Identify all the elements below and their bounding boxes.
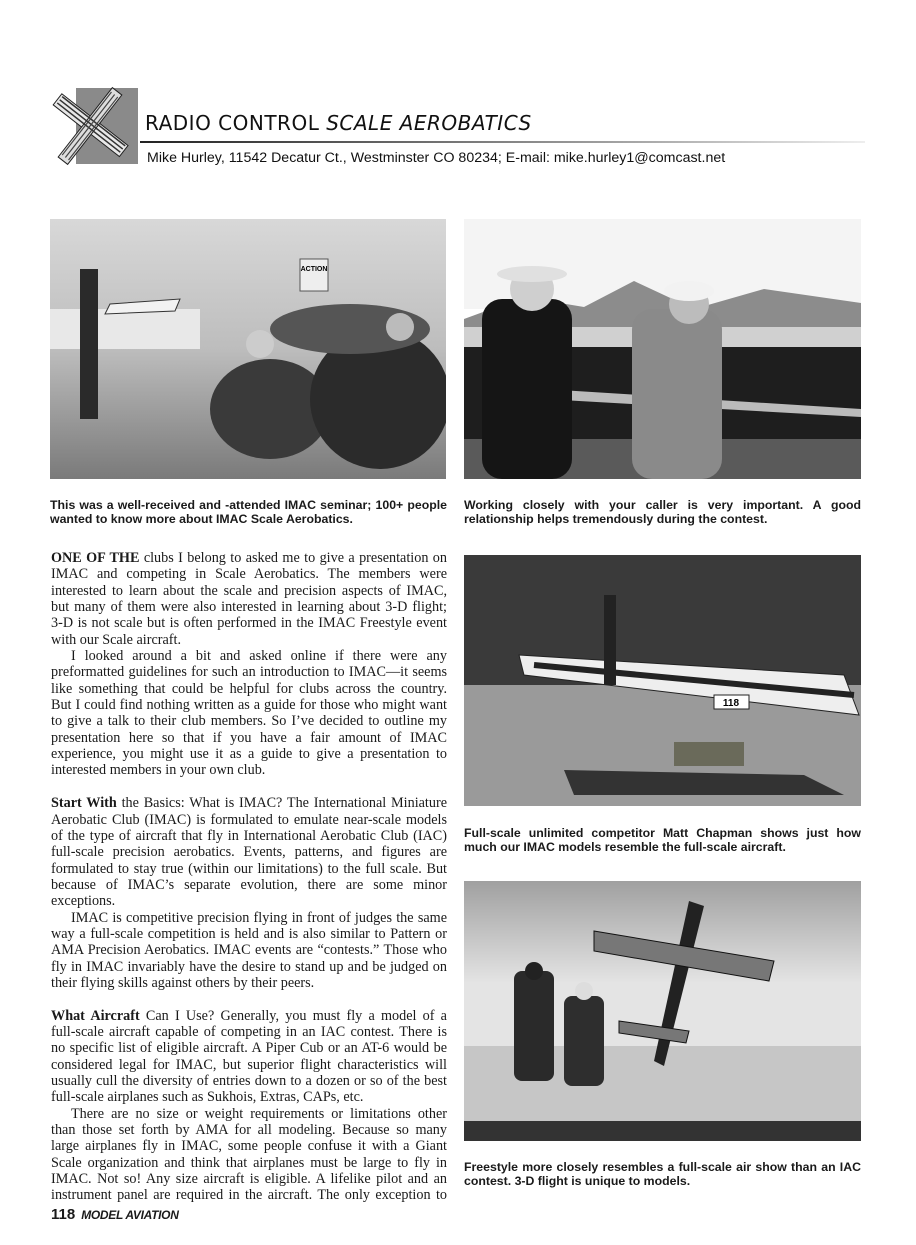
text-line: preformatted guidelines for such an introduction to IMAC—it seems (51, 664, 447, 681)
magazine-name: MODEL AVIATION (81, 1208, 179, 1222)
photo-caption: This was a well-received and -attended IMAC seminar; 100+ people wanted to know more about IMAC Scale Aerobatics. (50, 498, 447, 526)
text-line: IMAC and competing in Scale Aerobatics. The members were (51, 566, 447, 583)
text-line: interested members in your own club. (51, 762, 266, 779)
paragraph (51, 1008, 447, 1106)
text-line: But I could find nothing written as a guide for those who might want (51, 697, 447, 714)
paragraph (51, 910, 447, 992)
text-line: Aerobatic Club (IMAC) is formulated to emulate near-scale models (51, 811, 447, 828)
text-line: considered legal for IMAC, but superior flight characteristics will (51, 1056, 447, 1073)
text-line: exceptions. (51, 893, 116, 910)
text-line: full-scale precision aerobatics. Events, patterns, and figures are (51, 844, 447, 861)
text-line: way a full-scale competition is held and is also similar to Pattern or (51, 925, 447, 942)
paragraph-lead-in: ONE OF THE (51, 550, 140, 566)
text-line: no specific list of eligible aircraft. A Piper Cub or an AT-6 would be (51, 1040, 447, 1057)
text-line: interested to learn about the scale and precision aspects of IMAC, (51, 582, 447, 599)
photo-caption: Full-scale unlimited competitor Matt Chapman shows just how much our IMAC models resemble the full-scale aircraft. (464, 826, 861, 854)
author-byline: Mike Hurley, 11542 Decatur Ct., Westminster CO 80234; E-mail: mike.hurley1@comcast.net (147, 150, 726, 166)
text-line: full-scale aircraft capable of competing in an IAC contest. There is (51, 1023, 447, 1040)
plane-number: 118 (722, 698, 740, 709)
text-line: fly in IMAC invariably have the desire to stand up and be judged on (51, 958, 447, 975)
page-number: 118 (51, 1206, 76, 1223)
photo-seminar (50, 219, 446, 479)
text-line: full-scale airplanes such as Sukhois, Extras, CAPs, etc. (51, 1089, 364, 1106)
title-plain: RADIO CONTROL (145, 111, 320, 135)
aerobatic-plane-logo (38, 80, 142, 172)
photo-full-scale-aircraft (464, 555, 861, 806)
paragraph-lead-in: Start With (51, 795, 117, 812)
text-line: What Aircraft Can I Use? Generally, you must fly a model of a (51, 1007, 447, 1024)
text-line: presentation here so that if you have a fair amount of IMAC (51, 729, 447, 746)
text-line: IMAC. Not so! Any size aircraft is eligible. A lifelike pilot and an (51, 1171, 447, 1188)
article-body (51, 550, 447, 1204)
photo-freestyle-flight (464, 881, 861, 1141)
text-line: large airplanes fly in IMAC, some people confuse it with a Giant (51, 1138, 447, 1155)
text-line: There are no size or weight requirements or limitations other (71, 1105, 447, 1122)
photo-caption: Working closely with your caller is very important. A good relationship helps tremendously during the contest. (464, 498, 861, 526)
page-footer (51, 1206, 179, 1223)
photo-pilot-caller (464, 219, 861, 479)
text-line: formulated to stay true (within our limitations) to the full scale. But (51, 860, 447, 877)
photo-caption: Freestyle more closely resembles a full-scale air show than an IAC contest. 3-D flight is unique to models. (464, 1160, 861, 1188)
text-line: ONE OF THE clubs I belong to asked me to give a presentation on (51, 550, 447, 566)
action-sign-text: ACTION (300, 266, 328, 273)
text-line: but many of them were also interested in learning about 3-D flight; (51, 599, 447, 616)
paragraph (51, 795, 447, 909)
text-line: AMA Precision Aerobatics. IMAC events are “contests.” Those who (51, 942, 447, 959)
text-line: instrument panel are required in the aircraft. The only exception to (51, 1187, 447, 1204)
column-title (145, 111, 532, 135)
text-line: like something that could be helpful for clubs across the country. (51, 680, 447, 697)
text-line: I looked around a bit and asked online if there were any (71, 648, 447, 665)
text-line: of the type of aircraft that fly in International Aerobatic Club (IAC) (51, 827, 447, 844)
text-line: IMAC is competitive precision flying in front of judges the same (71, 909, 447, 926)
title-italic: SCALE AEROBATICS (326, 111, 532, 135)
text-line: 3-D is not scale but is often performed in the IMAC Freestyle event (51, 615, 447, 632)
text-line: Start With the Basics: What is IMAC? The International Miniature (51, 795, 447, 812)
text-line: usually cull the diversity of entries down to a dozen or so of the best (51, 1073, 447, 1089)
text-line: to give a talk to their club members. So I’ve decided to outline my (51, 713, 447, 730)
text-line: because of IMAC’s separate evolution, there are some minor (51, 876, 447, 893)
text-line: their flying skills against others by their peers. (51, 974, 315, 991)
text-line: Scale organization and think that airplanes must be large to fly in (51, 1154, 447, 1171)
paragraph (51, 1106, 447, 1204)
text-line: with our Scale aircraft. (51, 631, 181, 648)
paragraph (51, 550, 447, 648)
text-line: than those set forth by AMA for all modeling. Because so many (51, 1122, 447, 1139)
paragraph (51, 648, 447, 779)
header-rule (140, 141, 865, 143)
paragraph-lead-in: What Aircraft (51, 1007, 140, 1024)
text-line: experience, you might use it as a guide to give a presentation to (51, 746, 447, 763)
